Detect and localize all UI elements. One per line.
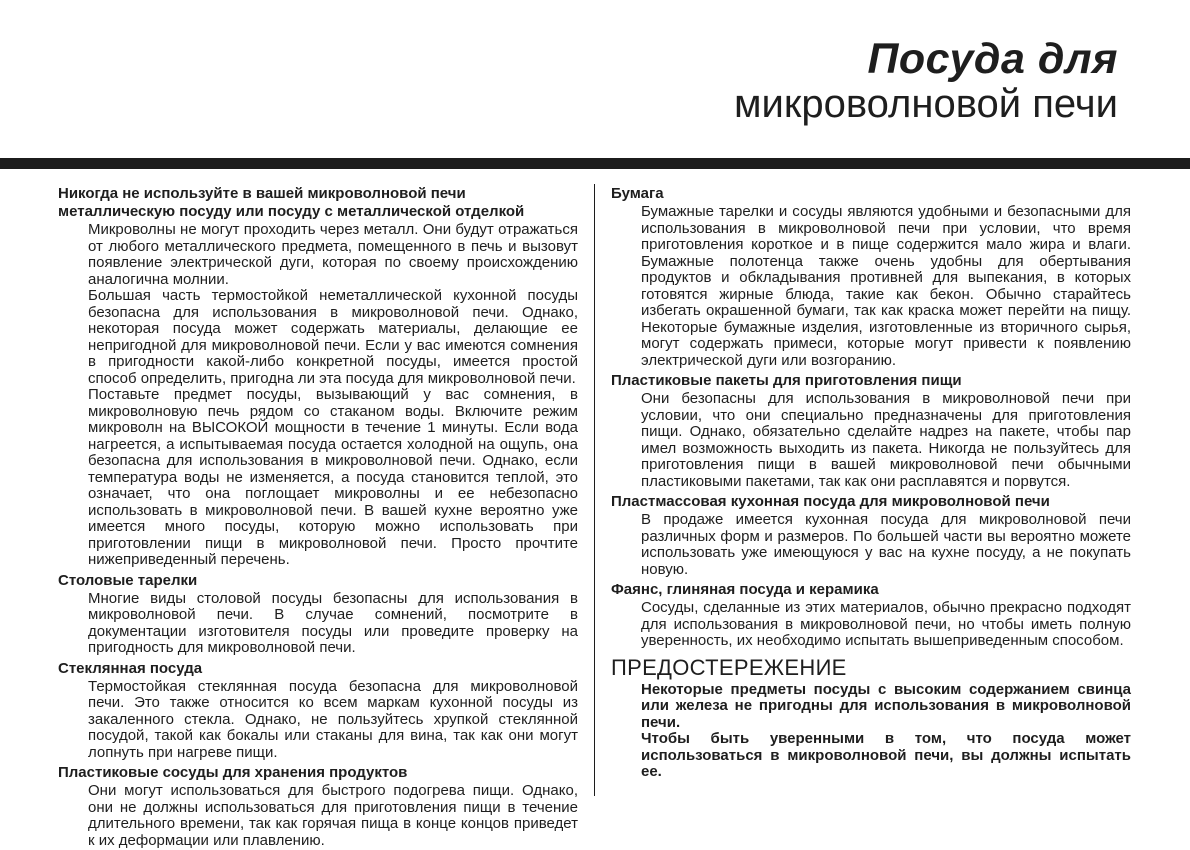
section-heading: Пластиковые сосуды для хранения продуктов xyxy=(58,764,408,781)
section-plastic-microwave-cookware xyxy=(611,493,1131,578)
section-paragraph: В продаже имеется кухонная посуда для микроволновой печи различных форм и размеров. По большей части вы вероятно можете использовать уже имеющуюся у вас на кухне посуду, а не покупать новую. xyxy=(641,511,1131,578)
title-divider-bar xyxy=(0,158,1190,169)
section-dinner-plates xyxy=(58,572,578,657)
section-heading: Столовые тарелки xyxy=(58,571,198,589)
section-paper xyxy=(611,185,1131,369)
section-ceramics xyxy=(611,581,1131,650)
section-paragraph: Термостойкая стеклянная посуда безопасна для микроволновой печи. Это также относится ко всем маркам кухонной посуды из закаленного стекла. Однако, не пользуйтесь хрупкой стеклянной посудой, такой как бокалы или стаканы для вина, так как они могут лопнуть при нагреве пищи. xyxy=(88,677,578,761)
left-column xyxy=(58,182,578,849)
section-paragraph: Многие виды столовой посуды безопасны для использования в микроволновой печи. В случае сомнений, посмотрите в документации изготовителя посуды или проведите проверку на пригодность для микроволновой печи. xyxy=(88,589,578,656)
section-paragraph: Бумажные тарелки и сосуды являются удобными и безопасными для использования в микроволновой печи при условии, что время приготовления короткое и в пище содержится мало жира и влаги. Бумажные полотенца также очень удобны для обертывания продуктов и обкладывания противней для выпекания, в которых готовятся жирные блюда, такие как бекон. Обычно старайтесь избегать окрашенной бумаги, так как краска может перейти на пищу. Некоторые бумажные изделия, изготовленные из вторичного сырья, могут содержать примеси, которые могут привести к появлению электрической дуги или возгоранию. xyxy=(641,203,1131,369)
section-metal-cookware xyxy=(58,185,578,569)
warning-paragraph: Некоторые предметы посуды с высоким содержанием свинца или железа не пригодны для использования в микроволновой печи. xyxy=(641,680,1131,731)
section-paragraph: Большая часть термостойкой неметаллической кухонной посуды безопасна для использования в микроволновой печи. Однако, некоторая посуда может содержать материалы, делающие ее непригодной для микроволновой печи. Если у вас имеются сомнения в пригодности какой-либо конкретной посуды, имеется простой способ определить, пригодна ли эта посуда для микроволновой печи. xyxy=(88,287,578,387)
right-column xyxy=(611,182,1131,781)
section-paragraph: Сосуды, сделанные из этих материалов, обычно прекрасно подходят для использования в микроволновой печи, но чтобы иметь полную уверенность, их необходимо испытать вышеприведенным способом. xyxy=(641,599,1131,649)
warning-heading: ПРЕДОСТЕРЕЖЕНИЕ xyxy=(611,654,847,680)
section-heading: Бумага xyxy=(611,185,664,202)
section-paragraph: Микроволны не могут проходить через металл. Они будут отражаться от любого металлического предмета, помещенного в печь и вызовут появление электрической дуги, которая по своему происхождению аналогична молнии. xyxy=(88,221,578,288)
section-heading: Пластиковые пакеты для приготовления пищи xyxy=(611,372,962,389)
section-heading: Никогда не используйте в вашей микроволновой печи металлическую посуду или посуду с металлической отделкой xyxy=(58,185,525,220)
section-glassware xyxy=(58,660,578,762)
section-plastic-storage xyxy=(58,764,578,849)
column-divider xyxy=(594,184,595,796)
page-title-line-1: Посуда для xyxy=(867,35,1118,83)
section-heading: Пластмассовая кухонная посуда для микроволновой печи xyxy=(611,493,1050,510)
page-title xyxy=(734,36,1118,127)
section-heading: Фаянс, глиняная посуда и керамика xyxy=(611,581,879,598)
section-heading: Стеклянная посуда xyxy=(58,659,203,677)
section-paragraph: Поставьте предмет посуды, вызывающий у вас сомнения, в микроволновую печь рядом со стаканом воды. Включите режим микроволн на ВЫСОКОЙ мощности в течение 1 минуты. Если вода нагреется, а испытываемая посуда остается холодной на ощупь, она безопасна для использования в микроволновой печи. Однако, если температура воды не изменяется, а посуда становится теплой, это означает, что она поглощает микроволны и ее небезопасно использовать в микроволновой печи. В вашей кухне вероятно уже имеется много посуды, которую можно использовать при приготовлении пищи в микроволновой печи. Просто прочтите нижеприведенный перечень. xyxy=(88,386,578,568)
section-paragraph: Они безопасны для использования в микроволновой печи при условии, что они специально предназначены для приготовления пищи. Однако, обязательно сделайте надрез на пакете, чтобы пар имел возможность выходить из пакета. Никогда не пользуйтесь для приготовления пищи в вашей микроволновой печи обычными пластиковыми пакетами, так как они расплавятся и порвутся. xyxy=(641,390,1131,490)
warning-paragraph: Чтобы быть уверенными в том, что посуда может использоваться в микроволновой печи, вы должны испытать ее. xyxy=(641,730,1131,780)
page-title-line-2: микроволновой печи xyxy=(734,82,1118,127)
content-columns xyxy=(58,182,1132,849)
warning-section xyxy=(611,656,1131,781)
section-cooking-bags xyxy=(611,372,1131,490)
section-paragraph: Они могут использоваться для быстрого подогрева пищи. Однако, они не должны использоваться для приготовления пищи в течение длительного времени, так как горячая пища в конце концов приведет к их деформации или плавлению. xyxy=(88,782,578,849)
